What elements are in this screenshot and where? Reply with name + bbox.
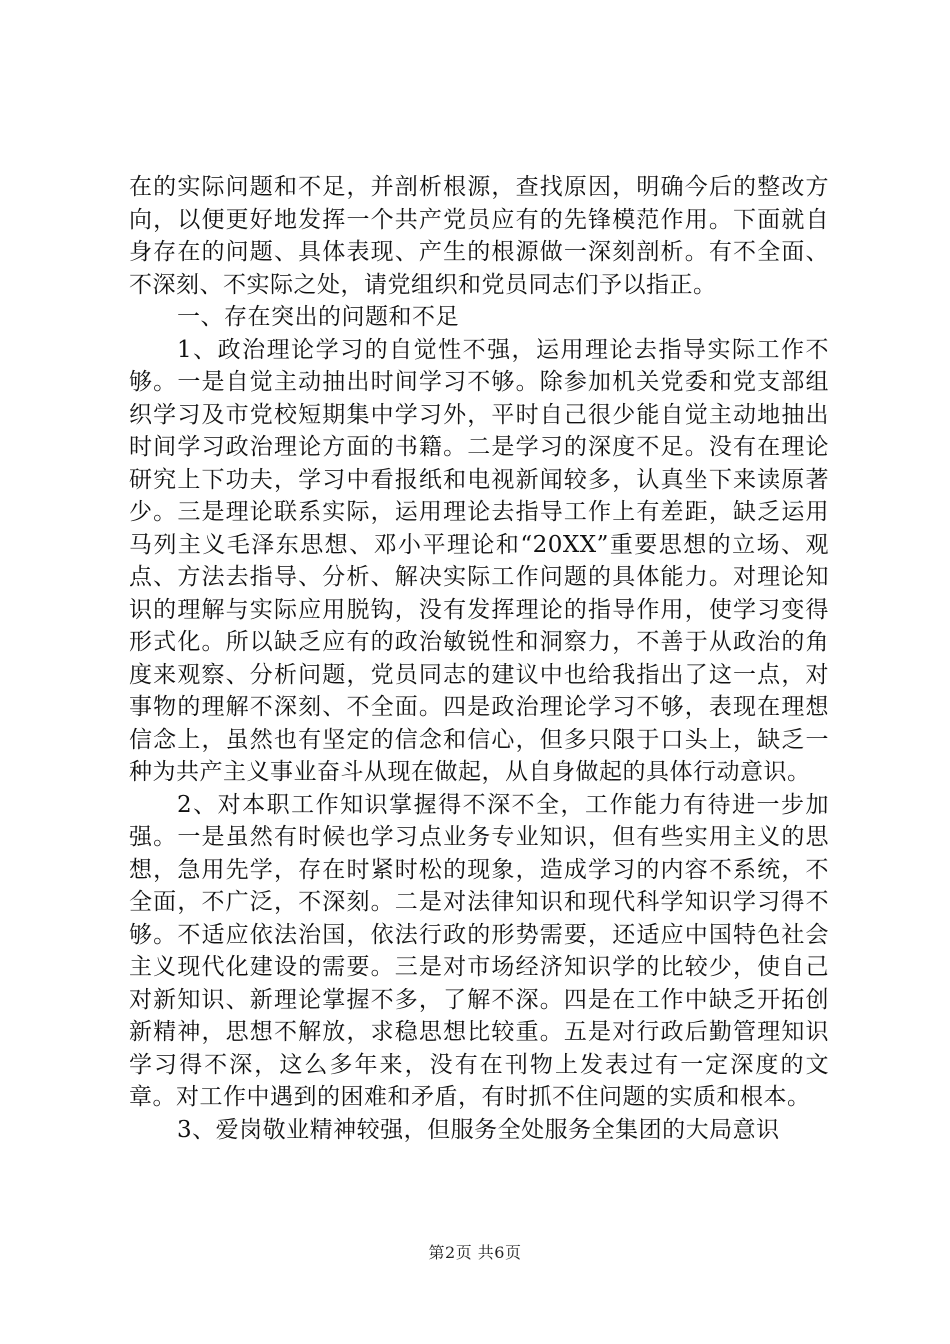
paragraph-intro: 在的实际问题和不足，并剖析根源，查找原因，明确今后的整改方向，以便更好地发挥一个共产党员应有的先锋模范作用。下面就自身存在的问题、具体表现、产生的根源做一深刻剖析。有不全面、不深刻、不实际之处，请党组织和党员同志们予以指正。: [129, 174, 829, 298]
paragraph-point-3: 3、爱岗敬业精神较强，但服务全处服务全集团的大局意识: [177, 1116, 780, 1143]
page-number-footer: 第2页 共6页: [428, 1243, 522, 1262]
paragraph-point-2: 2、对本职工作知识掌握得不深不全，工作能力有待进一步加强。一是虽然有时候也学习点业务专业知识，但有些实用主义的思想，急用先学，存在时紧时松的现象，造成学习的内容不系统，不全面，不广泛，不深刻。二是对法律知识和现代科学知识学习得不够。不适应依法治国，依法行政的形势需要，还适应中国特色社会主义现代化建设的需要。三是对市场经济知识学的比较少，使自己对新知识、新理论掌握不多，了解不深。四是在工作中缺乏开拓创新精神，思想不解放，求稳思想比较重。五是对行政后勤管理知识学习得不深，这么多年来，没有在刊物上发表过有一定深度的文章。对工作中遇到的困难和矛盾，有时抓不住问题的实质和根本。: [129, 791, 829, 1110]
section-heading: 一、存在突出的问题和不足: [177, 304, 459, 330]
paragraph-point-1: 1、政治理论学习的自觉性不强，运用理论去指导实际工作不够。一是自觉主动抽出时间学习不够。除参加机关党委和党支部组织学习及市党校短期集中学习外，平时自己很少能自觉主动地抽出时间学习政治理论方面的书籍。二是学习的深度不足。没有在理论研究上下功夫，学习中看报纸和电视新闻较多，认真坐下来读原著少。三是理论联系实际，运用理论去指导工作上有差距，缺乏运用马列主义毛泽东思想、邓小平理论和“20XX”重要思想的立场、观点、方法去指导、分析、解决实际工作问题的具体能力。对理论知识的理解与实际应用脱钩，没有发挥理论的指导作用，使学习变得形式化。所以缺乏应有的政治敏锐性和洞察力，不善于从政治的角度来观察、分析问题，党员同志的建议中也给我指出了这一点，对事物的理解不深刻、不全面。四是政治理论学习不够，表现在理想信念上，虽然也有坚定的信念和信心，但多只限于口头上，缺乏一种为共产主义事业奋斗从现在做起，从自身做起的具体行动意识。: [129, 336, 829, 785]
document-body: [129, 171, 829, 1146]
